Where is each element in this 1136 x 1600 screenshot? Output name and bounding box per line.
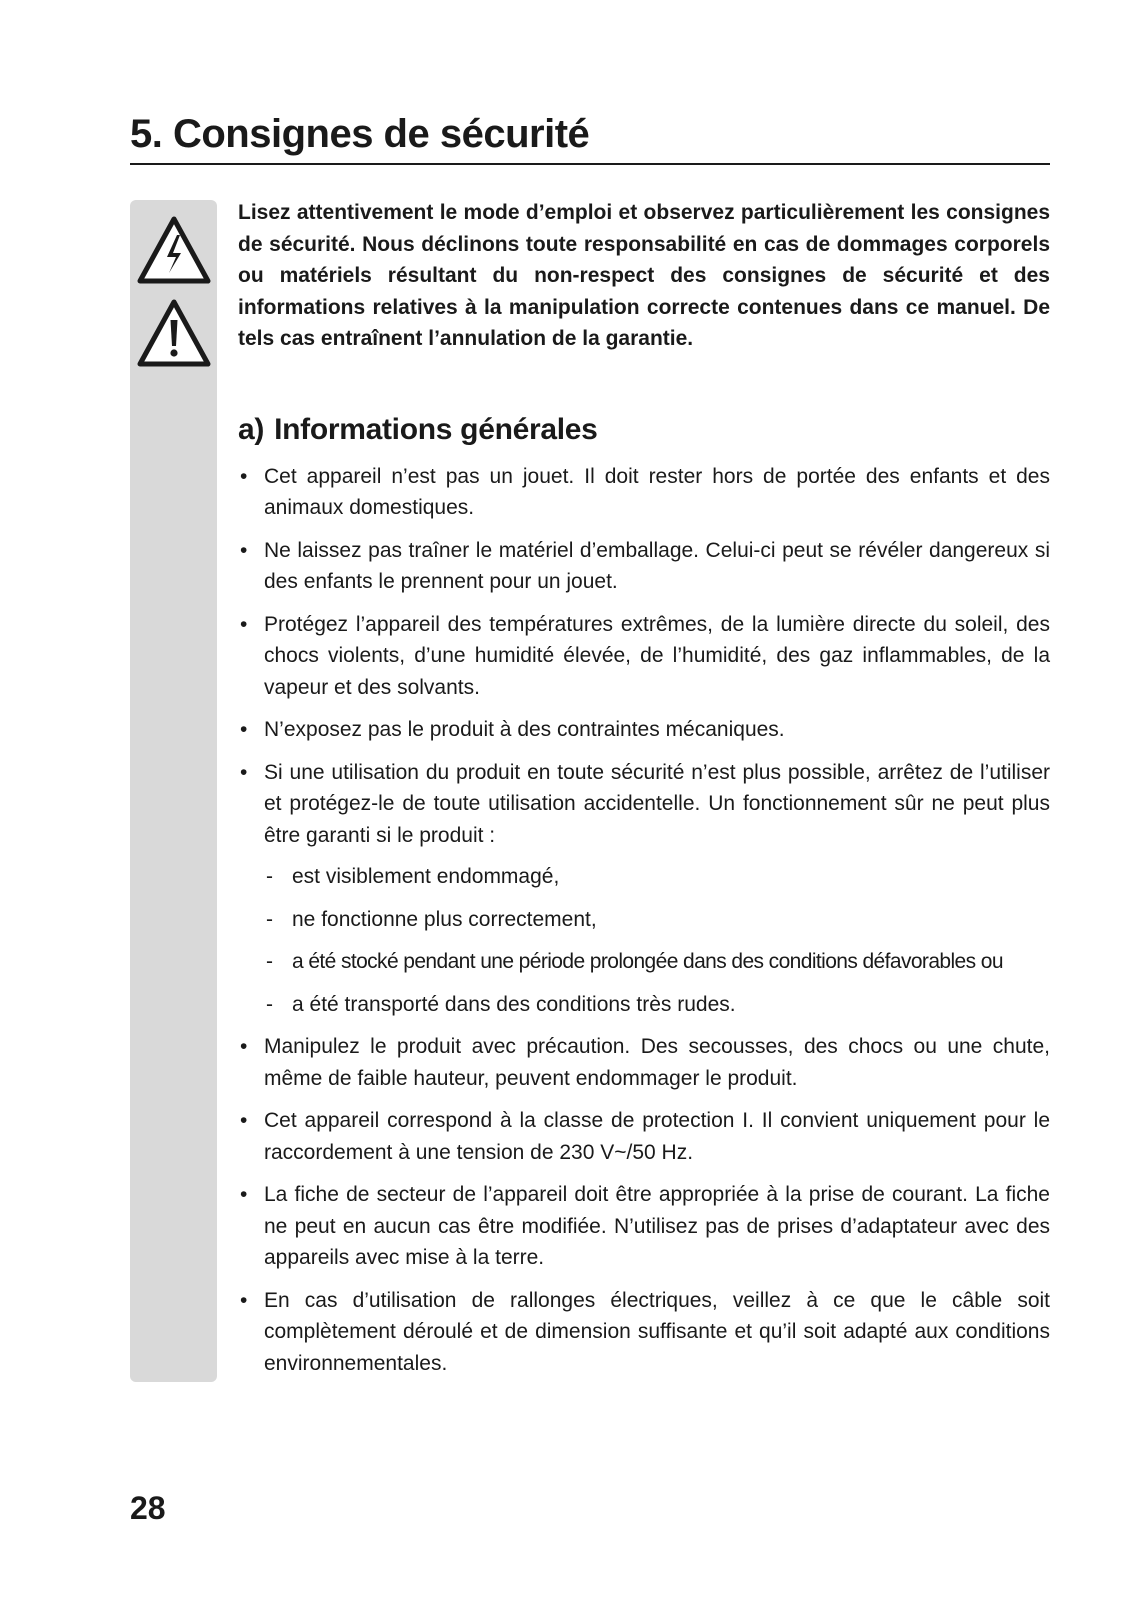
- list-item: [238, 714, 1050, 746]
- list-item: [238, 1105, 1050, 1168]
- bullet-mark: •: [240, 718, 248, 741]
- list-item: [238, 1031, 1050, 1094]
- list-item-text: Cet appareil correspond à la classe de protection I. Il convient uniquement pour le raccordement à une tension de 230 V~/50 Hz.: [264, 1109, 1050, 1164]
- list-item-text: N’exposez pas le produit à des contraintes mécaniques.: [264, 718, 785, 741]
- sub-list-item-text: a été stocké pendant une période prolongée dans des conditions défavorables ou: [292, 950, 1003, 973]
- bullet-mark: •: [240, 1183, 248, 1206]
- list-item: [238, 1179, 1050, 1274]
- list-item: [238, 609, 1050, 704]
- dash-mark: -: [266, 907, 273, 931]
- list-item: [238, 535, 1050, 598]
- title-divider: [130, 163, 1050, 165]
- warning-sidebar: [130, 200, 217, 1382]
- safety-list: [238, 461, 1050, 1380]
- dash-mark: -: [266, 992, 273, 1016]
- bullet-mark: •: [240, 1035, 248, 1058]
- sub-list-item: [264, 904, 1050, 936]
- content-column: [238, 197, 1050, 1390]
- sub-list-item: [264, 861, 1050, 893]
- list-item-text: En cas d’utilisation de rallonges électriques, veillez à ce que le câble soit complètement déroulé et de dimension suffisante et qu’il soit adapté aux conditions environnementales.: [264, 1288, 1050, 1375]
- page-title: 5. Consignes de sécurité: [130, 112, 590, 156]
- list-item-text: Si une utilisation du produit en toute sécurité n’est plus possible, arrêtez de l’utiliser et protégez-le de toute utilisation accidentelle. Un fonctionnement sûr ne peut plus être garanti si le produit :: [264, 760, 1050, 847]
- list-item: [238, 1285, 1050, 1380]
- bullet-mark: •: [240, 612, 248, 636]
- sub-list-item-text: est visiblement endommagé,: [292, 865, 560, 888]
- list-item: [238, 757, 1050, 1021]
- sub-list-item: [264, 989, 1050, 1021]
- list-item-text: La fiche de secteur de l’appareil doit être appropriée à la prise de courant. La fiche ne peut en aucun cas être modifiée. N’utilisez pas de prises d’adaptateur avec des appareils avec mise à la terre.: [264, 1183, 1050, 1269]
- bullet-mark: •: [240, 1288, 248, 1312]
- safety-intro: Lisez attentivement le mode d’emploi et observez particulièrement les consignes de sécurité. Nous déclinons toute responsabilité en cas de dommages corporels ou matériels résultant du non-respect des consignes de sécurité et des informations relatives à la manipulation correcte contenues dans ce manuel. De tels cas entraînent l’annulation de la garantie.: [238, 201, 1050, 350]
- sub-list-item: [264, 946, 1050, 978]
- list-item: [238, 461, 1050, 524]
- bullet-mark: •: [240, 538, 248, 562]
- dash-mark: -: [266, 950, 273, 973]
- page-number: 28: [130, 1490, 166, 1526]
- section-letter: a): [238, 412, 265, 446]
- section-heading-text: Informations générales: [274, 412, 598, 446]
- sub-list-item-text: ne fonctionne plus correctement,: [292, 907, 597, 931]
- list-item-text: Ne laissez pas traîner le matériel d’emballage. Celui-ci peut se révéler dangereux si des enfants le prennent pour un jouet.: [264, 538, 1050, 593]
- list-item-text: Protégez l’appareil des températures extrêmes, de la lumière directe du soleil, des chocs violents, d’une humidité élevée, de l’humidité, des gaz inflammables, de la vapeur et des solvants.: [264, 612, 1050, 699]
- sub-list-item-text: a été transporté dans des conditions très rudes.: [292, 992, 736, 1016]
- list-item-text: Cet appareil n’est pas un jouet. Il doit rester hors de portée des enfants et des animaux domestiques.: [264, 464, 1050, 519]
- bullet-mark: •: [240, 760, 248, 784]
- bullet-mark: •: [240, 464, 248, 488]
- section-heading: [238, 411, 1050, 449]
- warning-icon: [134, 296, 214, 371]
- sub-list: [264, 861, 1050, 1020]
- dash-mark: -: [266, 865, 273, 888]
- bullet-mark: •: [240, 1109, 248, 1132]
- electric-hazard-icon: [134, 213, 214, 288]
- list-item-text: Manipulez le produit avec précaution. Des secousses, des chocs ou une chute, même de faible hauteur, peuvent endommager le produit.: [264, 1035, 1050, 1090]
